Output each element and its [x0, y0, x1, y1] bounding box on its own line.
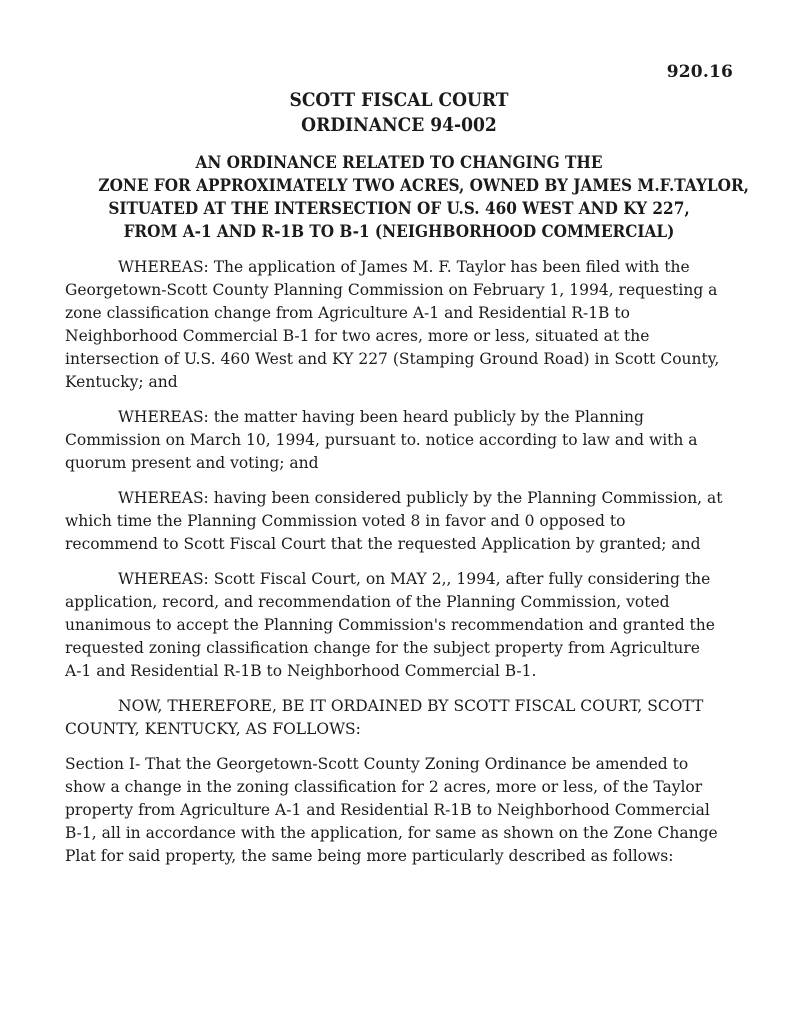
- paragraph-whereas-heard: [65, 406, 733, 475]
- text-line: NOW, THEREFORE, BE IT ORDAINED BY SCOTT FISCAL COURT, SCOTT: [118, 697, 704, 715]
- title-line: AN ORDINANCE RELATED TO CHANGING THE: [195, 153, 603, 173]
- text-line: unanimous to accept the Planning Commission's recommendation and granted the: [65, 616, 715, 634]
- text-line: intersection of U.S. 460 West and KY 227 (Stamping Ground Road) in Scott County,: [65, 350, 720, 368]
- text-line: property from Agriculture A-1 and Residential R-1B to Neighborhood Commercial: [65, 801, 710, 819]
- text-line: Section I- That the Georgetown-Scott County Zoning Ordinance be amended to: [65, 755, 689, 773]
- text-line: Plat for said property, the same being more particularly described as follows:: [65, 847, 674, 865]
- title-line: ZONE FOR APPROXIMATELY TWO ACRES, OWNED BY JAMES M.F.TAYLOR,: [98, 176, 750, 196]
- text-line: Georgetown-Scott County Planning Commission on February 1, 1994, requesting a: [65, 281, 718, 299]
- text-line: application, record, and recommendation of the Planning Commission, voted: [65, 593, 670, 611]
- ordinance-title: [65, 152, 750, 244]
- paragraph-whereas-considered: [65, 487, 733, 556]
- document-body: [65, 256, 733, 868]
- text-line: quorum present and voting; and: [65, 454, 319, 472]
- text-line: which time the Planning Commission voted 8 in favor and 0 opposed to: [65, 512, 626, 530]
- court-name: SCOTT FISCAL COURT: [289, 89, 509, 111]
- text-line: A-1 and Residential R-1B to Neighborhood Commercial B-1.: [65, 662, 537, 680]
- ordinance-number: ORDINANCE 94-002: [301, 114, 497, 136]
- paragraph-whereas-application: [65, 256, 733, 394]
- paragraph-now-therefore: [65, 695, 733, 741]
- text-line: WHEREAS: The application of James M. F. Taylor has been filed with the: [118, 258, 690, 276]
- text-line: show a change in the zoning classification for 2 acres, more or less, of the Taylor: [65, 778, 703, 796]
- text-line: Commission on March 10, 1994, pursuant to. notice according to law and with a: [65, 431, 698, 449]
- title-line: SITUATED AT THE INTERSECTION OF U.S. 460 WEST AND KY 227,: [108, 199, 690, 219]
- text-line: zone classification change from Agriculture A-1 and Residential R-1B to: [65, 304, 630, 322]
- paragraph-section-1: [65, 753, 733, 868]
- page-number: 920.16: [666, 62, 733, 82]
- text-line: COUNTY, KENTUCKY, AS FOLLOWS:: [65, 720, 361, 738]
- text-line: Kentucky; and: [65, 373, 178, 391]
- text-line: WHEREAS: having been considered publicly by the Planning Commission, at: [118, 489, 723, 507]
- document-header: [65, 88, 733, 138]
- text-line: recommend to Scott Fiscal Court that the requested Application by granted; and: [65, 535, 701, 553]
- text-line: requested zoning classification change for the subject property from Agriculture: [65, 639, 700, 657]
- title-line: FROM A-1 AND R-1B TO B-1 (NEIGHBORHOOD COMMERCIAL): [123, 222, 675, 242]
- text-line: WHEREAS: the matter having been heard publicly by the Planning: [118, 408, 644, 426]
- paragraph-whereas-fiscal-court: [65, 568, 733, 683]
- text-line: WHEREAS: Scott Fiscal Court, on MAY 2,, 1994, after fully considering the: [118, 570, 711, 588]
- text-line: B-1, all in accordance with the application, for same as shown on the Zone Change: [65, 824, 718, 842]
- text-line: Neighborhood Commercial B-1 for two acres, more or less, situated at the: [65, 327, 650, 345]
